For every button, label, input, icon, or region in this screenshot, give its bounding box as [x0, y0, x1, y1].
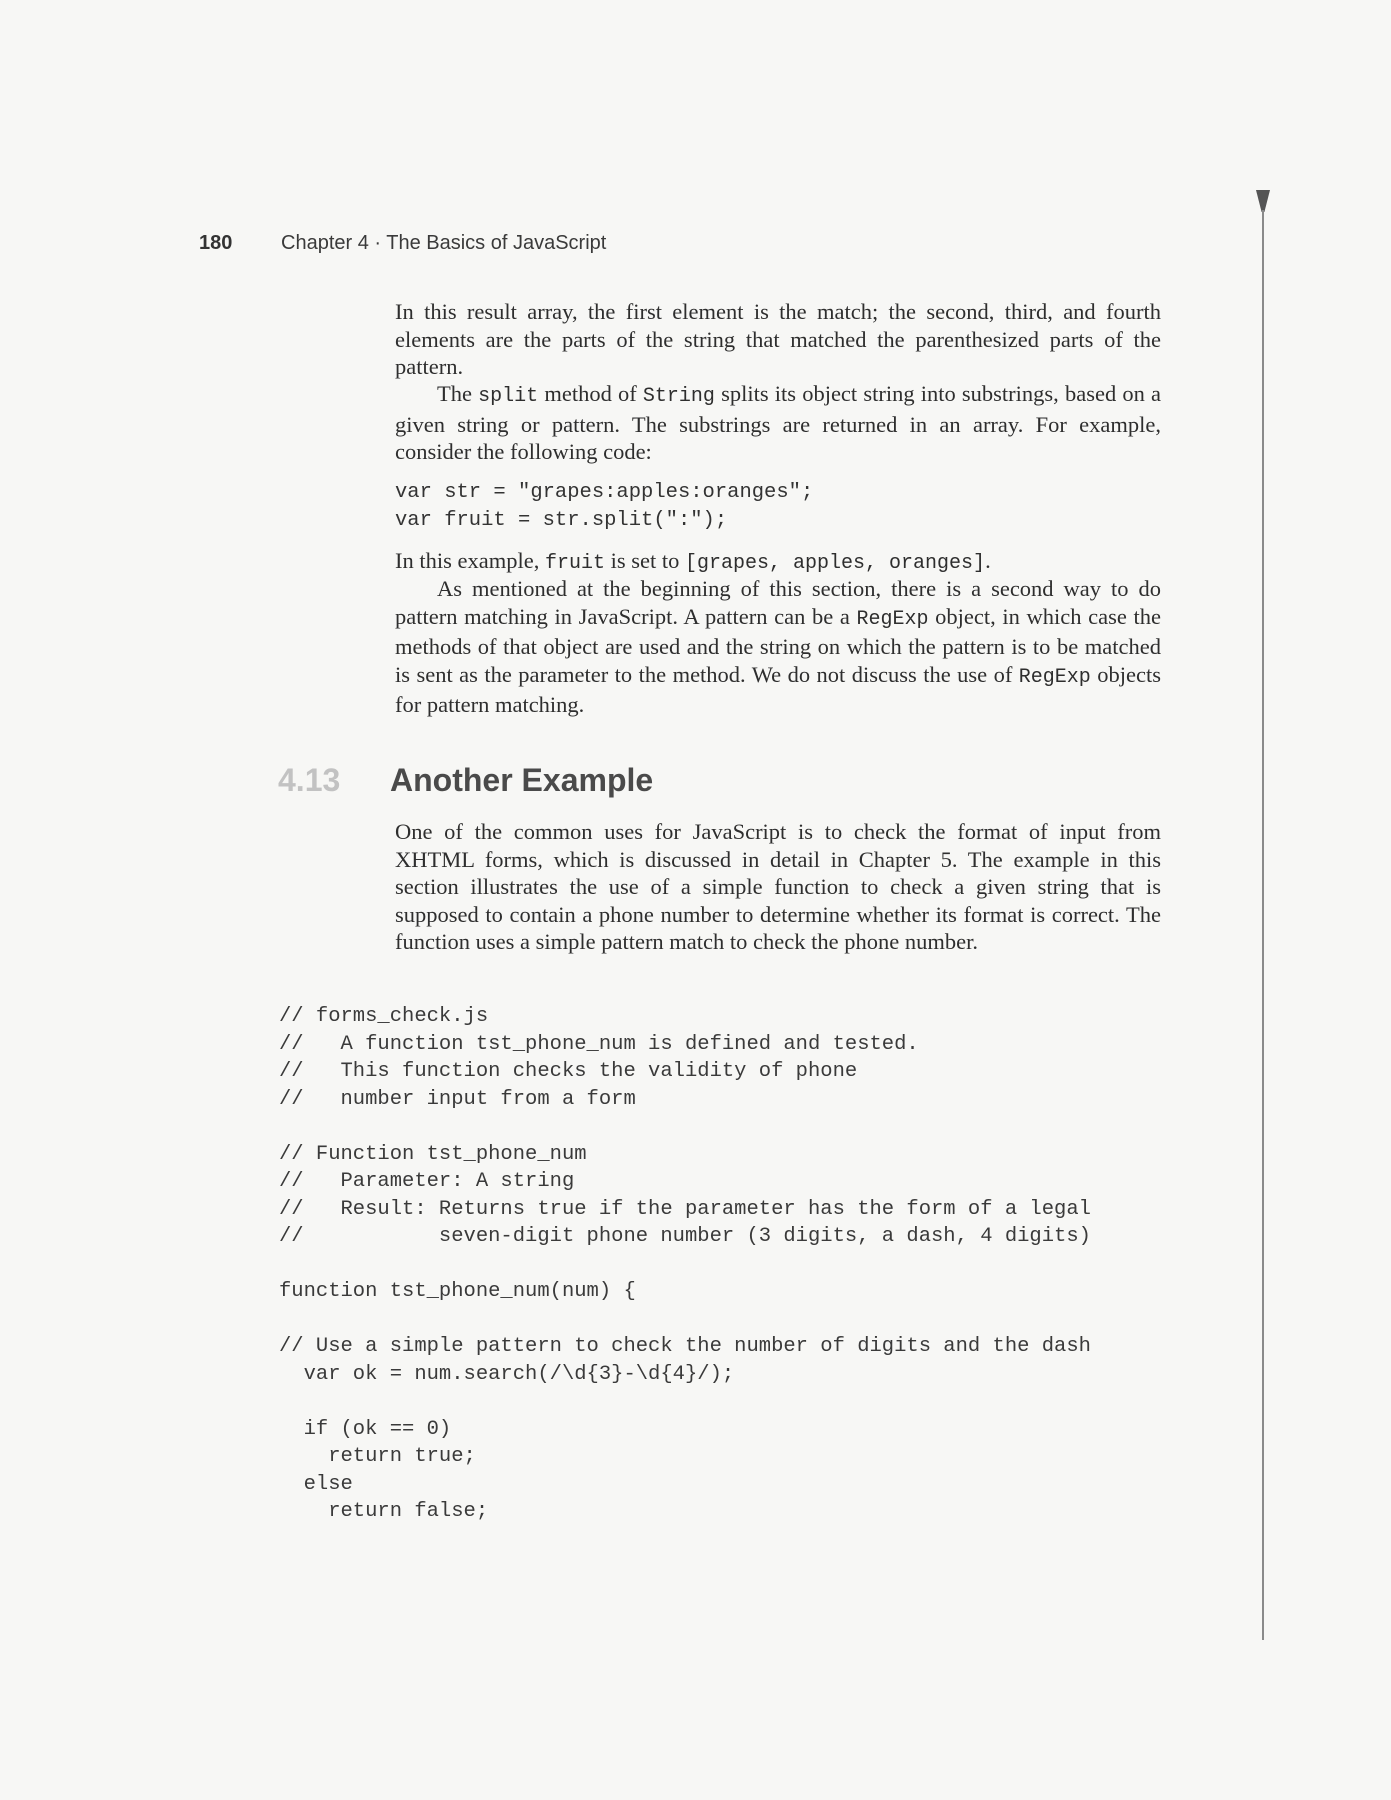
code-line: else	[279, 1472, 353, 1496]
text-run: is set to	[604, 548, 685, 573]
section-title: Another Example	[390, 762, 654, 798]
crop-mark	[1256, 190, 1270, 212]
code-line	[279, 1388, 1091, 1416]
section-number: 4.13	[278, 762, 341, 798]
section-heading	[278, 762, 653, 799]
code-line: // forms_check.js	[279, 1005, 489, 1028]
page-number: 180	[199, 232, 233, 254]
paragraph-text: One of the common uses for JavaScript is to check the format of input from XHTML forms, which is discussed in detail in Chapter 5. The example in this section illustrates the use of a simple function to check a given string that is supposed to contain a phone number to determine whether its format is correct. The function uses a simple pattern match to check the phone number.	[395, 819, 1161, 954]
text-run: The	[437, 381, 479, 406]
paragraph-text: In this result array, the first element is the match; the second, third, and fourth elements are the parts of the string that matched the parenthesized parts of the pattern.	[395, 299, 1161, 379]
code-line: // Use a simple pattern to check the number of digits and the dash	[279, 1335, 1091, 1358]
code-line: var fruit = str.split(":");	[395, 508, 728, 532]
paragraph-regexp	[395, 575, 1161, 719]
paragraph-split-method	[395, 380, 1161, 466]
code-line: function tst_phone_num(num) {	[279, 1280, 636, 1303]
code-line	[279, 1113, 1091, 1141]
inline-code-split: split	[478, 385, 539, 408]
code-line: if (ok == 0)	[279, 1417, 452, 1441]
inline-code-regexp: RegExp	[1018, 665, 1091, 689]
code-line: // A function tst_phone_num is defined and tested.	[279, 1032, 919, 1056]
text-run: method of	[538, 381, 643, 406]
paragraph-another-example	[395, 818, 1161, 956]
code-example-split	[395, 479, 813, 534]
text-run: objects for pattern matching.	[395, 661, 1161, 717]
code-line: var ok = num.search(/\d{3}-\d{4}/);	[279, 1362, 735, 1386]
code-line: // number input from a form	[279, 1087, 636, 1111]
inline-code-string: String	[642, 385, 715, 408]
code-line: // Parameter: A string	[279, 1170, 575, 1193]
paragraph-fruit-result	[395, 547, 1161, 578]
code-line: // seven-digit phone number (3 digits, a dash, 4 digits)	[279, 1225, 1091, 1248]
running-head: Chapter 4 · The Basics of JavaScript	[281, 232, 607, 254]
text-run: .	[985, 548, 991, 573]
code-line: return false;	[279, 1500, 489, 1523]
code-listing-forms-check	[279, 1003, 1091, 1526]
margin-rule	[1262, 210, 1264, 1640]
text-run: In this example,	[395, 548, 545, 573]
text-run: As mentioned at the beginning of this section, there is a second way to do pattern matching in JavaScript. A pattern can be a	[395, 576, 1161, 629]
code-line: // This function checks the validity of phone	[279, 1060, 858, 1083]
inline-code-regexp: RegExp	[856, 607, 929, 631]
inline-code-fruit: fruit	[544, 552, 605, 575]
code-line	[279, 1306, 1091, 1334]
paragraph-result-array	[395, 298, 1161, 381]
code-line: var str = "grapes:apples:oranges";	[395, 481, 814, 504]
text-run: splits its object string into substrings, based on a given string or pattern. The substrings are returned in an array. For example, consider the following code:	[395, 381, 1162, 464]
code-line: // Function tst_phone_num	[279, 1142, 587, 1166]
code-line	[279, 1251, 1091, 1279]
inline-code-array: [grapes, apples, oranges]	[685, 552, 986, 575]
code-line: return true;	[279, 1445, 476, 1468]
code-line: // Result: Returns true if the parameter has the form of a legal	[279, 1197, 1091, 1221]
text-run: object, in which case the methods of that object are used and the string on which the pattern is to be matched is sent as the parameter to the method. We do not discuss the use of	[395, 603, 1161, 687]
